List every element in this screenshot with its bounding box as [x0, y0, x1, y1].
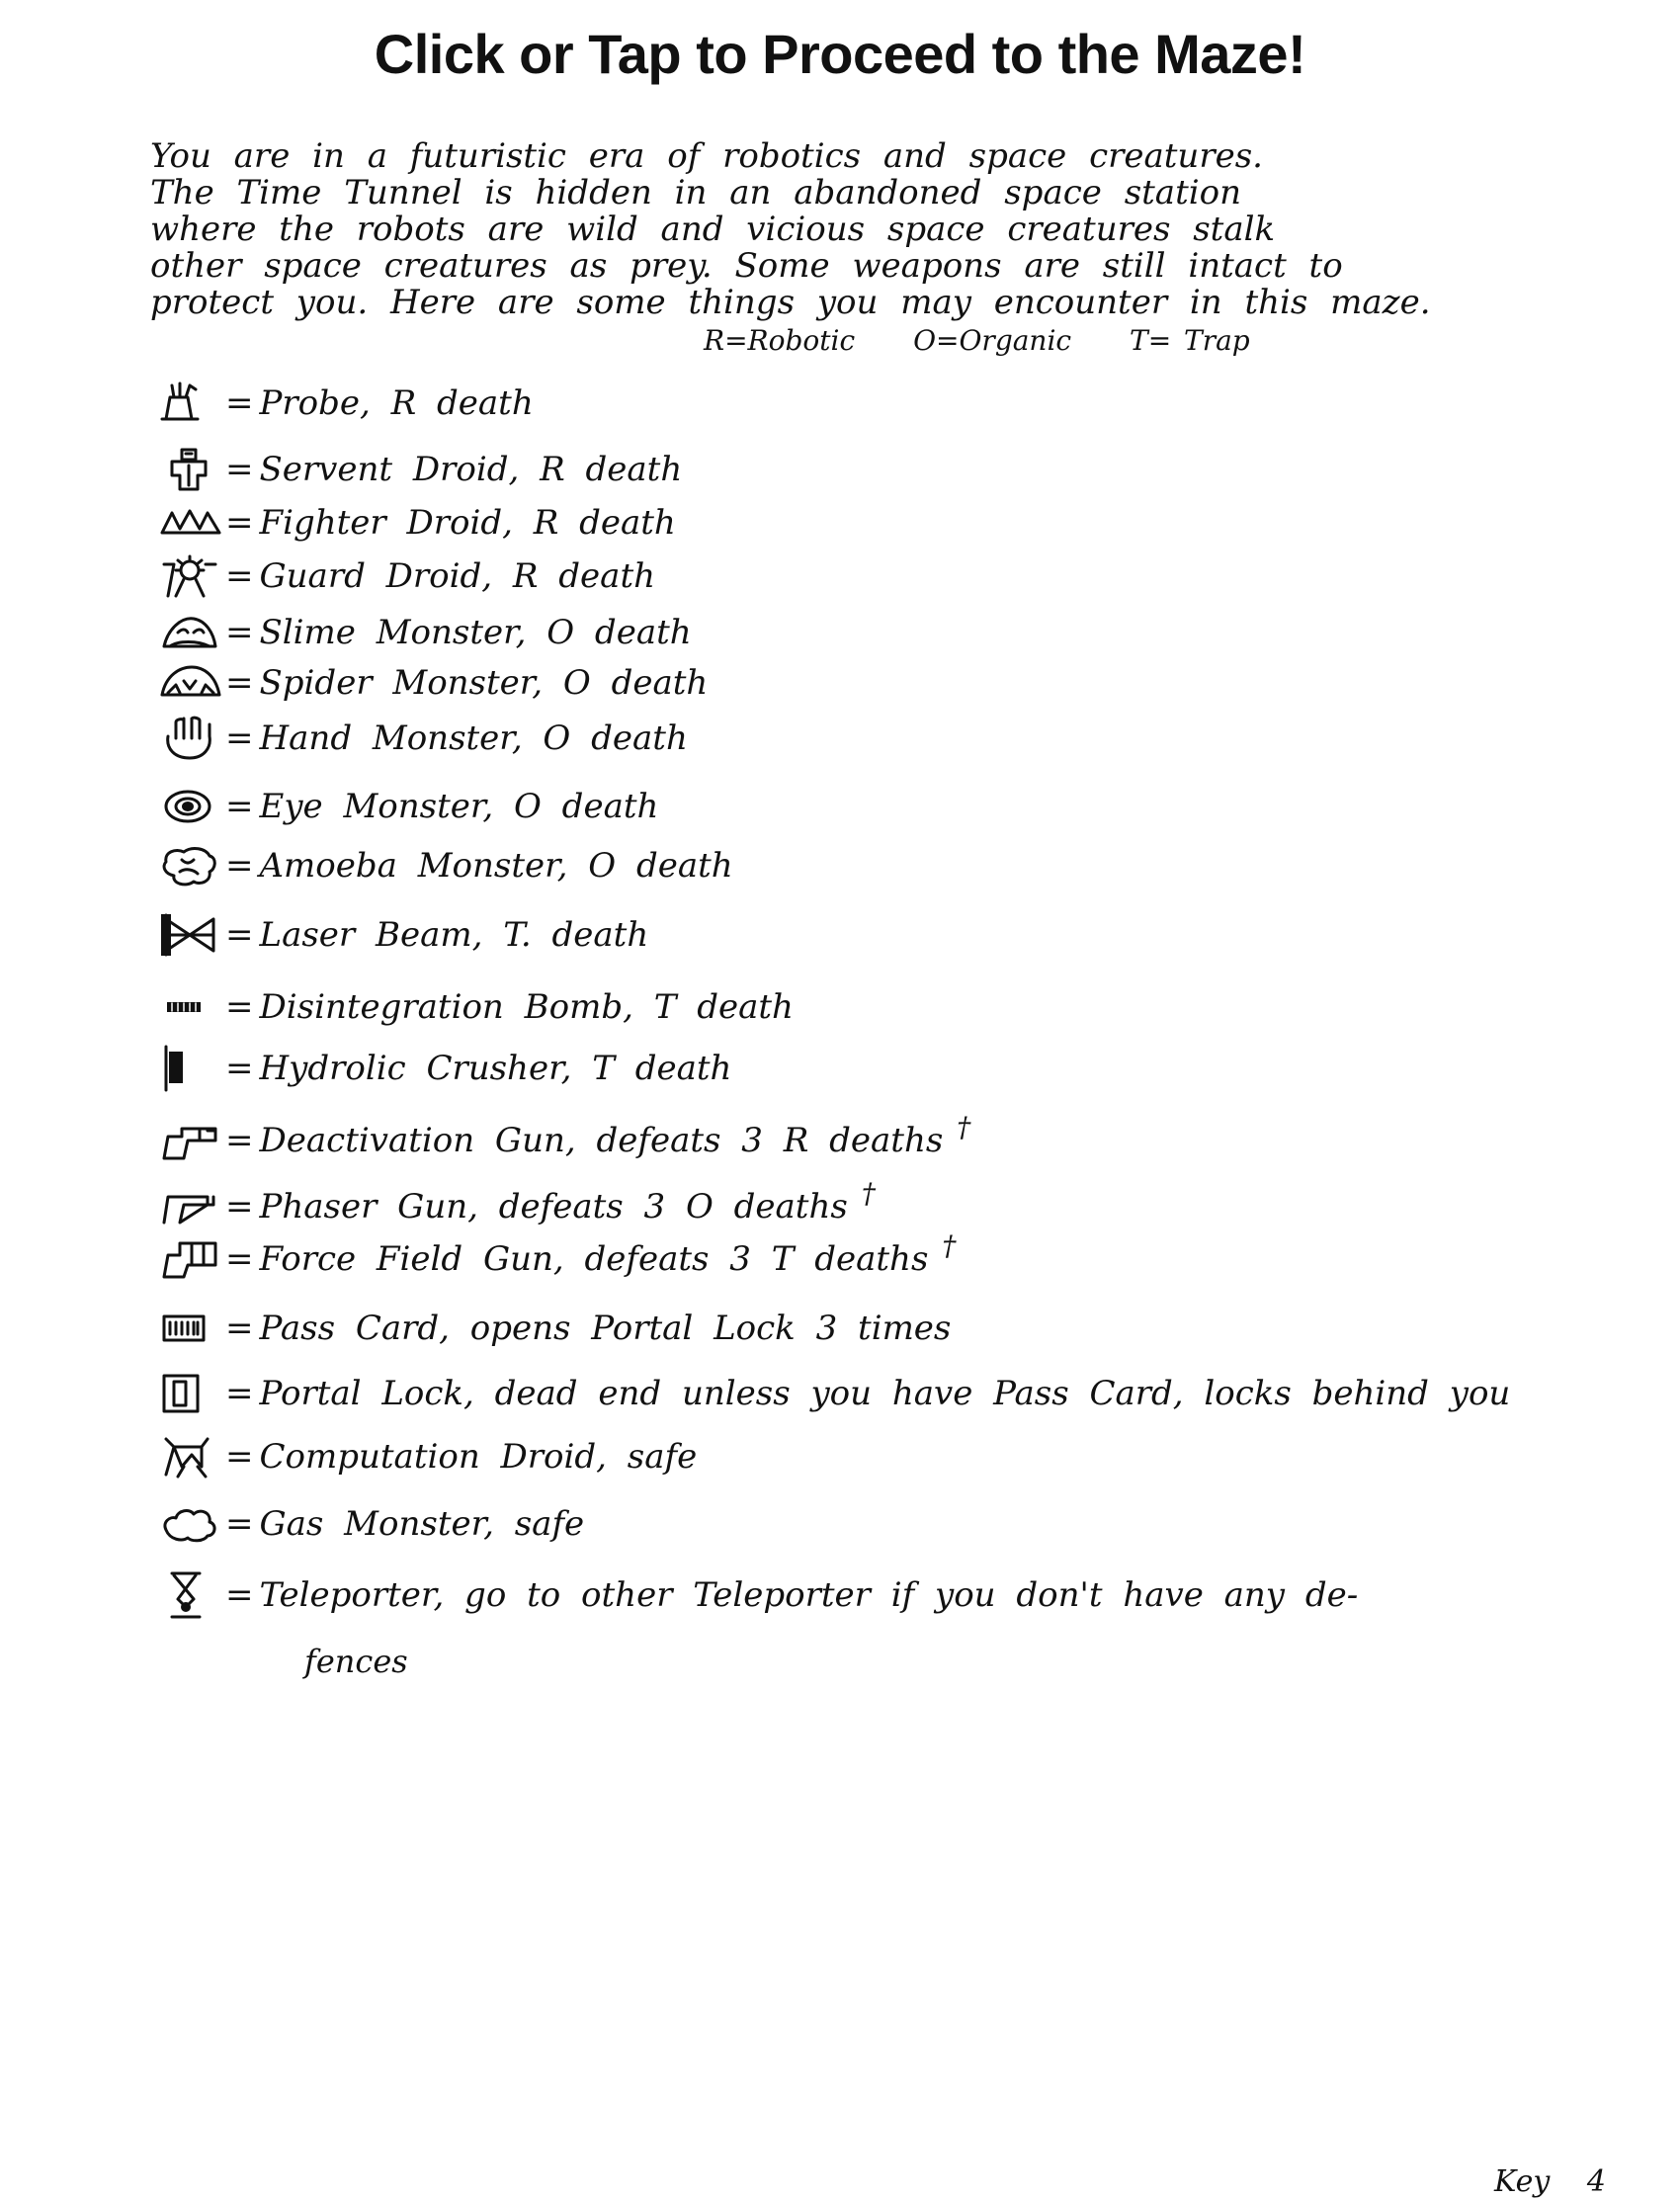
spider-monster-icon — [158, 659, 223, 707]
intro-line: protect you. Here are some things you may encounter in this maze. — [150, 283, 1431, 322]
proceed-to-maze-link[interactable]: Click or Tap to Proceed to the Maze! — [374, 23, 1306, 85]
intro-line: The Time Tunnel is hidden in an abandoned space station — [150, 173, 1241, 212]
key-item-label: Guard Droid, R death — [259, 556, 656, 596]
key-item-label: Servent Droid, R death — [259, 450, 683, 489]
key-item: = Laser Beam, T. death — [158, 911, 648, 959]
key-item-label: Amoeba Monster, O death — [259, 846, 733, 886]
key-item: = Servent Droid, R death — [158, 446, 682, 493]
key-item-label: Slime Monster, O death — [259, 613, 692, 652]
code-trap: T= Trap — [1130, 324, 1250, 357]
intro-line: You are in a futuristic era of robotics and space creatures. — [150, 136, 1263, 176]
key-item: = Force Field Gun, defeats 3 T deaths † — [158, 1235, 956, 1283]
fighter-droid-icon — [158, 499, 223, 547]
key-item-label: Eye Monster, O death — [259, 787, 659, 826]
key-item-label: Computation Droid, safe — [259, 1437, 698, 1477]
key-item: = Probe, R death — [158, 380, 534, 427]
key-item: = Deactivation Gun, defeats 3 R deaths † — [158, 1117, 970, 1164]
hydrolic-crusher-icon — [158, 1045, 223, 1092]
key-item: = Amoeba Monster, O death — [158, 842, 733, 889]
key-item: = Disintegration Bomb, T death — [158, 983, 794, 1031]
key-item-label: Teleporter, go to other Teleporter if you don't have any de- — [259, 1575, 1359, 1615]
disintegration-bomb-icon — [158, 983, 223, 1031]
key-item-label: Hydrolic Crusher, T death — [259, 1049, 732, 1088]
amoeba-monster-icon — [158, 842, 223, 889]
key-item-label: Spider Monster, O death — [259, 663, 709, 703]
pass-card-icon — [158, 1305, 223, 1352]
key-item: = Portal Lock, dead end unless you have Pass Card, locks behind you — [158, 1370, 1510, 1417]
key-item-label: Deactivation Gun, defeats 3 R deaths — [259, 1121, 944, 1160]
guard-droid-icon — [158, 552, 223, 600]
key-item: = Slime Monster, O death — [158, 609, 692, 656]
computation-droid-icon — [158, 1433, 223, 1480]
key-item: = Computation Droid, safe — [158, 1433, 697, 1480]
probe-icon — [158, 380, 223, 427]
page-label: Key — [1494, 2164, 1551, 2199]
type-codes-legend — [704, 324, 1296, 357]
page-number: 4 — [1586, 2164, 1606, 2199]
key-item: = Eye Monster, O death — [158, 783, 658, 830]
key-item-label: Fighter Droid, R death — [259, 503, 676, 543]
page-footer — [1494, 2164, 1606, 2199]
portal-lock-icon — [158, 1370, 223, 1417]
key-item: = Teleporter, go to other Teleporter if you don't have any de- — [158, 1571, 1358, 1619]
key-item-label: Phaser Gun, defeats 3 O deaths — [259, 1187, 848, 1226]
code-organic: O=Organic — [913, 324, 1072, 357]
key-item: = Pass Card, opens Portal Lock 3 times — [158, 1305, 951, 1352]
teleporter-icon — [158, 1571, 223, 1619]
intro-paragraph — [150, 138, 1563, 321]
key-item: = Hydrolic Crusher, T death — [158, 1045, 731, 1092]
intro-line: where the robots are wild and vicious space creatures stalk — [150, 210, 1276, 249]
eye-monster-icon — [158, 783, 223, 830]
intro-line: other space creatures as prey. Some weapons are still intact to — [150, 246, 1343, 286]
hand-monster-icon — [158, 715, 223, 762]
key-item-label: Pass Card, opens Portal Lock 3 times — [259, 1309, 952, 1348]
key-item-label: Gas Monster, safe — [259, 1504, 585, 1544]
key-item-label: Force Field Gun, defeats 3 T deaths — [259, 1239, 929, 1279]
key-item-label: Disintegration Bomb, T death — [259, 987, 794, 1027]
key-item-label: Probe, R death — [259, 383, 534, 423]
key-item: = Spider Monster, O death — [158, 659, 708, 707]
key-item: = Phaser Gun, defeats 3 O deaths † — [158, 1183, 876, 1230]
key-item: = Fighter Droid, R death — [158, 499, 676, 547]
teleporter-continuation: fences — [304, 1643, 408, 1680]
phaser-gun-icon — [158, 1183, 223, 1230]
key-item-label: Laser Beam, T. death — [259, 915, 649, 955]
laser-beam-icon — [158, 911, 223, 959]
slime-monster-icon — [158, 609, 223, 656]
force-field-gun-icon — [158, 1235, 223, 1283]
key-item: = Hand Monster, O death — [158, 715, 688, 762]
key-item: = Gas Monster, safe — [158, 1500, 584, 1548]
key-item-label: Portal Lock, dead end unless you have Pass Card, locks behind you — [259, 1374, 1511, 1413]
deactivation-gun-icon — [158, 1117, 223, 1164]
gas-monster-icon — [158, 1500, 223, 1548]
key-item-label: Hand Monster, O death — [259, 719, 688, 758]
code-robotic: R=Robotic — [704, 324, 856, 357]
key-item: = Guard Droid, R death — [158, 552, 655, 600]
servent-droid-icon — [158, 446, 223, 493]
